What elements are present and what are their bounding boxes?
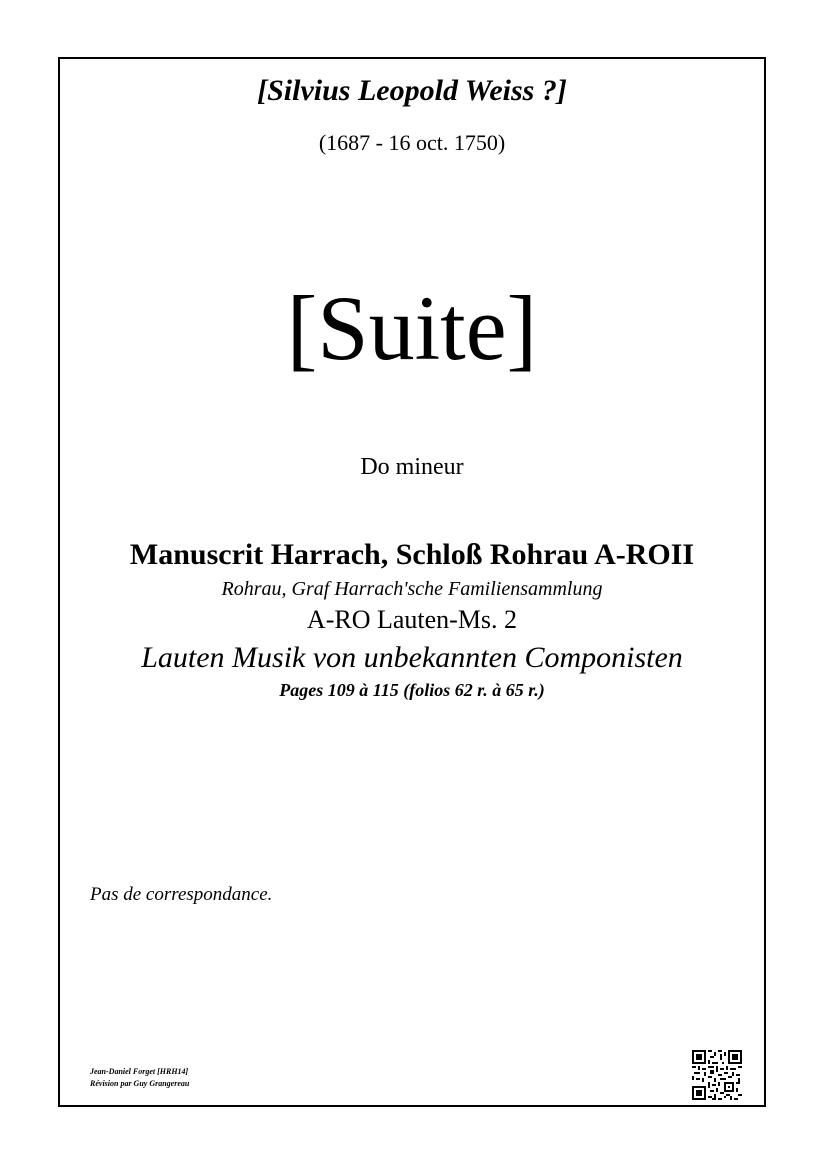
manuscript-pages: Pages 109 à 115 (folios 62 r. à 65 r.) — [279, 680, 545, 700]
manuscript-collection: Rohrau, Graf Harrach'sche Familiensammlung — [221, 578, 603, 600]
editor-credit: Jean-Daniel Forget [HRH14] — [90, 1067, 189, 1076]
manuscript-title: Lauten Musik von unbekannten Componisten — [141, 641, 683, 674]
composer-name: [Silvius Leopold Weiss ?] — [257, 74, 567, 107]
composer-dates: (1687 - 16 oct. 1750) — [318, 130, 506, 155]
concordance-note: Pas de correspondance. — [90, 884, 273, 905]
revision-credit: Révision par Guy Grangereau — [90, 1079, 190, 1088]
manuscript-name: Manuscrit Harrach, Schloß Rohrau A-ROII — [129, 538, 695, 571]
qr-code-icon — [692, 1050, 742, 1100]
work-title: [Suite] — [286, 277, 538, 379]
work-key: Do mineur — [360, 454, 464, 480]
credits — [90, 1066, 189, 1090]
manuscript-shelfmark: A-RO Lauten-Ms. 2 — [306, 605, 518, 634]
